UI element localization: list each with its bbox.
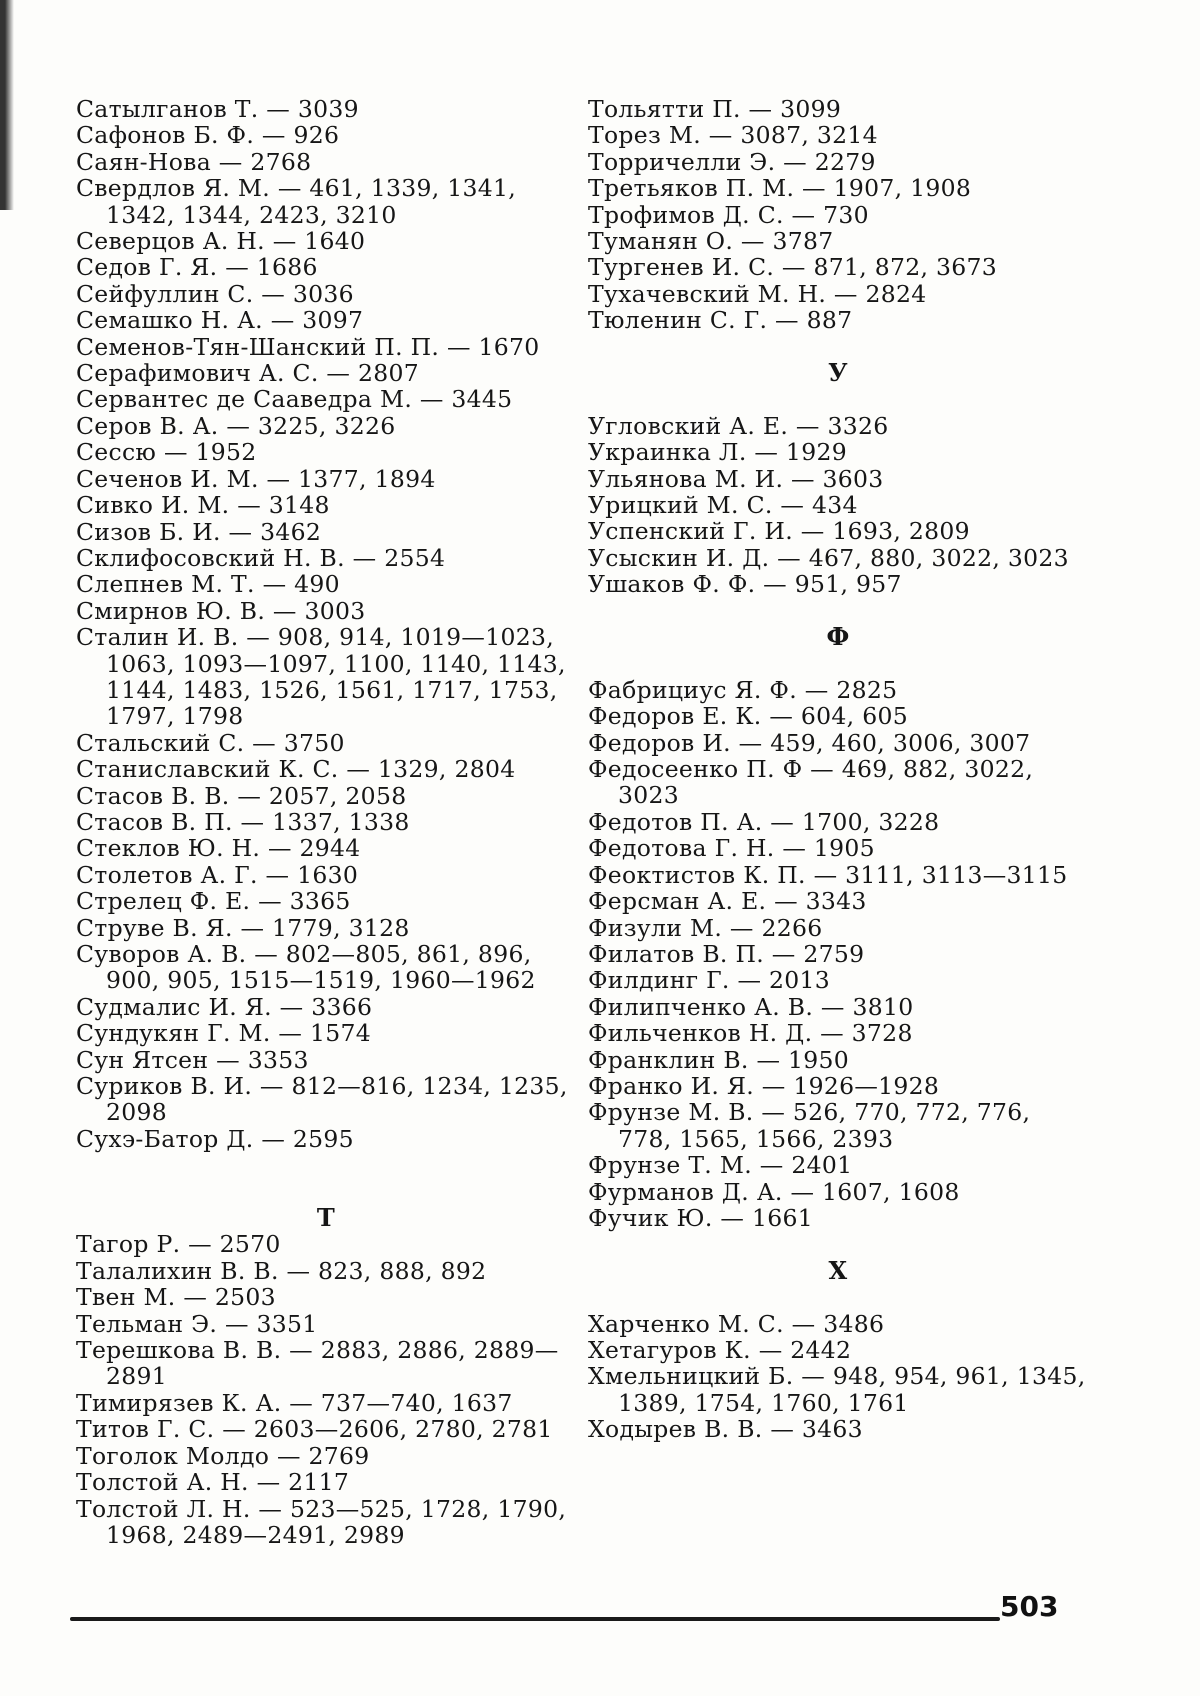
index-column-left bbox=[76, 96, 576, 1548]
index-entry: Франко И. Я. — 1926—1928 bbox=[588, 1071, 940, 1100]
page-binding-edge bbox=[0, 0, 14, 210]
index-entry: Суворов А. В. — 802—805, 861, 896, 900, 905, 1515—1519, 1960—1962 bbox=[76, 940, 536, 995]
index-entry: Угловский А. Е. — 3326 bbox=[588, 411, 889, 440]
index-entry: Титов Г. С. — 2603—2606, 2780, 2781 bbox=[76, 1415, 553, 1444]
index-entry: Семашко Н. А. — 3097 bbox=[76, 306, 364, 335]
index-entry: Сатылганов Т. — 3039 bbox=[76, 95, 359, 123]
index-entry: Успенский Г. И. — 1693, 2809 bbox=[588, 517, 970, 546]
index-entry: Смирнов Ю. В. — 3003 bbox=[76, 596, 366, 625]
letter-heading-t: Т bbox=[316, 1203, 336, 1233]
index-entry: Фрунзе М. В. — 526, 770, 772, 776, 778, 1565, 1566, 2393 bbox=[588, 1098, 1031, 1153]
index-entry: Тоголок Молдо — 2769 bbox=[76, 1441, 370, 1470]
index-entry: Торричелли Э. — 2279 bbox=[588, 147, 876, 176]
index-entry: Суриков В. И. — 812—816, 1234, 1235, 2098 bbox=[76, 1072, 568, 1127]
index-entry: Слепнев М. Т. — 490 bbox=[76, 570, 340, 599]
section-t-left bbox=[76, 1231, 576, 1548]
index-entry: Свердлов Я. М. — 461, 1339, 1341, 1342, 1344, 2423, 3210 bbox=[76, 174, 517, 229]
index-entry: Стасов В. П. — 1337, 1338 bbox=[76, 807, 410, 836]
index-entry: Талалихин В. В. — 823, 888, 892 bbox=[76, 1256, 487, 1285]
index-entry: Сизов Б. И. — 3462 bbox=[76, 517, 322, 546]
index-entry: Сеченов И. М. — 1377, 1894 bbox=[76, 464, 436, 493]
index-entry: Федотова Г. Н. — 1905 bbox=[588, 834, 875, 863]
section-t-right bbox=[588, 96, 1088, 334]
index-entry: Фурманов Д. А. — 1607, 1608 bbox=[588, 1177, 960, 1206]
index-entry: Тимирязев К. А. — 737—740, 1637 bbox=[76, 1388, 513, 1417]
index-entry: Урицкий М. С. — 434 bbox=[588, 491, 858, 520]
index-entry: Тагор Р. — 2570 bbox=[76, 1230, 281, 1259]
index-entry: Украинка Л. — 1929 bbox=[588, 438, 847, 467]
index-entry: Сун Ятсен — 3353 bbox=[76, 1045, 309, 1074]
index-entry: Туманян О. — 3787 bbox=[588, 227, 834, 256]
index-entry: Сухэ-Батор Д. — 2595 bbox=[76, 1124, 354, 1153]
index-entry: Толстой Л. Н. — 523—525, 1728, 1790, 1968, 2489—2491, 2989 bbox=[76, 1494, 567, 1549]
letter-heading-u: У bbox=[828, 358, 848, 388]
index-entry: Усыскин И. Д. — 467, 880, 3022, 3023 bbox=[588, 543, 1069, 572]
index-entry: Хетагуров К. — 2442 bbox=[588, 1335, 852, 1364]
index-entry: Третьяков П. М. — 1907, 1908 bbox=[588, 174, 972, 203]
index-entry: Фрунзе Т. М. — 2401 bbox=[588, 1151, 853, 1180]
index-entry: Тольятти П. — 3099 bbox=[588, 95, 842, 123]
index-entry: Судмалис И. Я. — 3366 bbox=[76, 992, 373, 1021]
index-entry: Серов В. А. — 3225, 3226 bbox=[76, 411, 396, 440]
index-entry: Станиславский К. С. — 1329, 2804 bbox=[76, 755, 516, 784]
index-entry: Физули М. — 2266 bbox=[588, 913, 823, 942]
index-column-right bbox=[588, 96, 1088, 1443]
section-f bbox=[588, 677, 1088, 1232]
index-entry: Сундукян Г. М. — 1574 bbox=[76, 1019, 371, 1048]
index-entry: Стеклов Ю. Н. — 2944 bbox=[76, 834, 361, 863]
index-entry: Серафимович А. С. — 2807 bbox=[76, 359, 419, 388]
index-entry: Стрелец Ф. Е. — 3365 bbox=[76, 887, 351, 916]
index-entry: Твен М. — 2503 bbox=[76, 1283, 276, 1312]
section-s bbox=[76, 96, 576, 1152]
index-entry: Сейфуллин С. — 3036 bbox=[76, 279, 354, 308]
index-entry: Филдинг Г. — 2013 bbox=[588, 966, 831, 995]
index-entry: Ушаков Ф. Ф. — 951, 957 bbox=[588, 570, 902, 599]
index-entry: Феоктистов К. П. — 3111, 3113—3115 bbox=[588, 860, 1068, 889]
index-entry: Тюленин С. Г. — 887 bbox=[588, 306, 853, 335]
index-entry: Седов Г. Я. — 1686 bbox=[76, 253, 318, 282]
index-entry: Филатов В. П. — 2759 bbox=[588, 939, 865, 968]
index-entry: Терешкова В. В. — 2883, 2886, 2889—2891 bbox=[76, 1336, 559, 1391]
index-entry: Тургенев И. С. — 871, 872, 3673 bbox=[588, 253, 998, 282]
index-entry: Сафонов Б. Ф. — 926 bbox=[76, 121, 340, 150]
index-entry: Тельман Э. — 3351 bbox=[76, 1309, 318, 1338]
index-entry: Федоров Е. К. — 604, 605 bbox=[588, 702, 908, 731]
letter-heading-f: Ф bbox=[826, 622, 850, 652]
section-u bbox=[588, 413, 1088, 598]
index-entry: Филипченко А. В. — 3810 bbox=[588, 992, 914, 1021]
index-entry: Северцов А. Н. — 1640 bbox=[76, 227, 366, 256]
index-entry: Ферсман А. Е. — 3343 bbox=[588, 887, 867, 916]
index-entry: Склифосовский Н. В. — 2554 bbox=[76, 543, 446, 572]
index-entry: Ульянова М. И. — 3603 bbox=[588, 464, 884, 493]
index-entry: Фильченков Н. Д. — 3728 bbox=[588, 1019, 913, 1048]
index-entry: Семенов-Тян-Шанский П. П. — 1670 bbox=[76, 332, 540, 361]
index-entry: Столетов А. Г. — 1630 bbox=[76, 860, 359, 889]
index-entry: Сивко И. М. — 3148 bbox=[76, 491, 330, 520]
index-entry: Франклин В. — 1950 bbox=[588, 1045, 850, 1074]
index-entry: Федотов П. А. — 1700, 3228 bbox=[588, 807, 940, 836]
index-entry: Торез М. — 3087, 3214 bbox=[588, 121, 878, 150]
index-entry: Федосеенко П. Ф — 469, 882, 3022, 3023 bbox=[588, 755, 1034, 810]
index-entry: Сталин И. В. — 908, 914, 1019—1023, 1063, 1093—1097, 1100, 1140, 1143, 1144, 1483, 1526, 1561, 1717, 1753, 1797, 1798 bbox=[76, 623, 566, 731]
letter-heading-h: Х bbox=[828, 1255, 848, 1285]
index-entry: Стальский С. — 3750 bbox=[76, 728, 345, 757]
index-entry: Хмельницкий Б. — 948, 954, 961, 1345, 1389, 1754, 1760, 1761 bbox=[588, 1362, 1086, 1417]
index-entry: Харченко М. С. — 3486 bbox=[588, 1309, 885, 1338]
page-number: 503 bbox=[1000, 1590, 1059, 1623]
section-h bbox=[588, 1311, 1088, 1443]
index-entry: Тухачевский М. Н. — 2824 bbox=[588, 279, 927, 308]
index-entry: Толстой А. Н. — 2117 bbox=[76, 1468, 350, 1497]
index-entry: Фучик Ю. — 1661 bbox=[588, 1203, 813, 1232]
index-entry: Струве В. Я. — 1779, 3128 bbox=[76, 913, 410, 942]
index-entry: Саян-Нова — 2768 bbox=[76, 147, 312, 176]
index-entry: Федоров И. — 459, 460, 3006, 3007 bbox=[588, 728, 1031, 757]
footer-rule bbox=[70, 1617, 1000, 1621]
index-entry: Стасов В. В. — 2057, 2058 bbox=[76, 781, 407, 810]
index-entry: Фабрициус Я. Ф. — 2825 bbox=[588, 675, 898, 704]
index-entry: Трофимов Д. С. — 730 bbox=[588, 200, 869, 229]
index-entry: Сессю — 1952 bbox=[76, 438, 257, 467]
index-entry: Ходырев В. В. — 3463 bbox=[588, 1415, 863, 1444]
index-entry: Сервантес де Сааведра М. — 3445 bbox=[76, 385, 513, 414]
